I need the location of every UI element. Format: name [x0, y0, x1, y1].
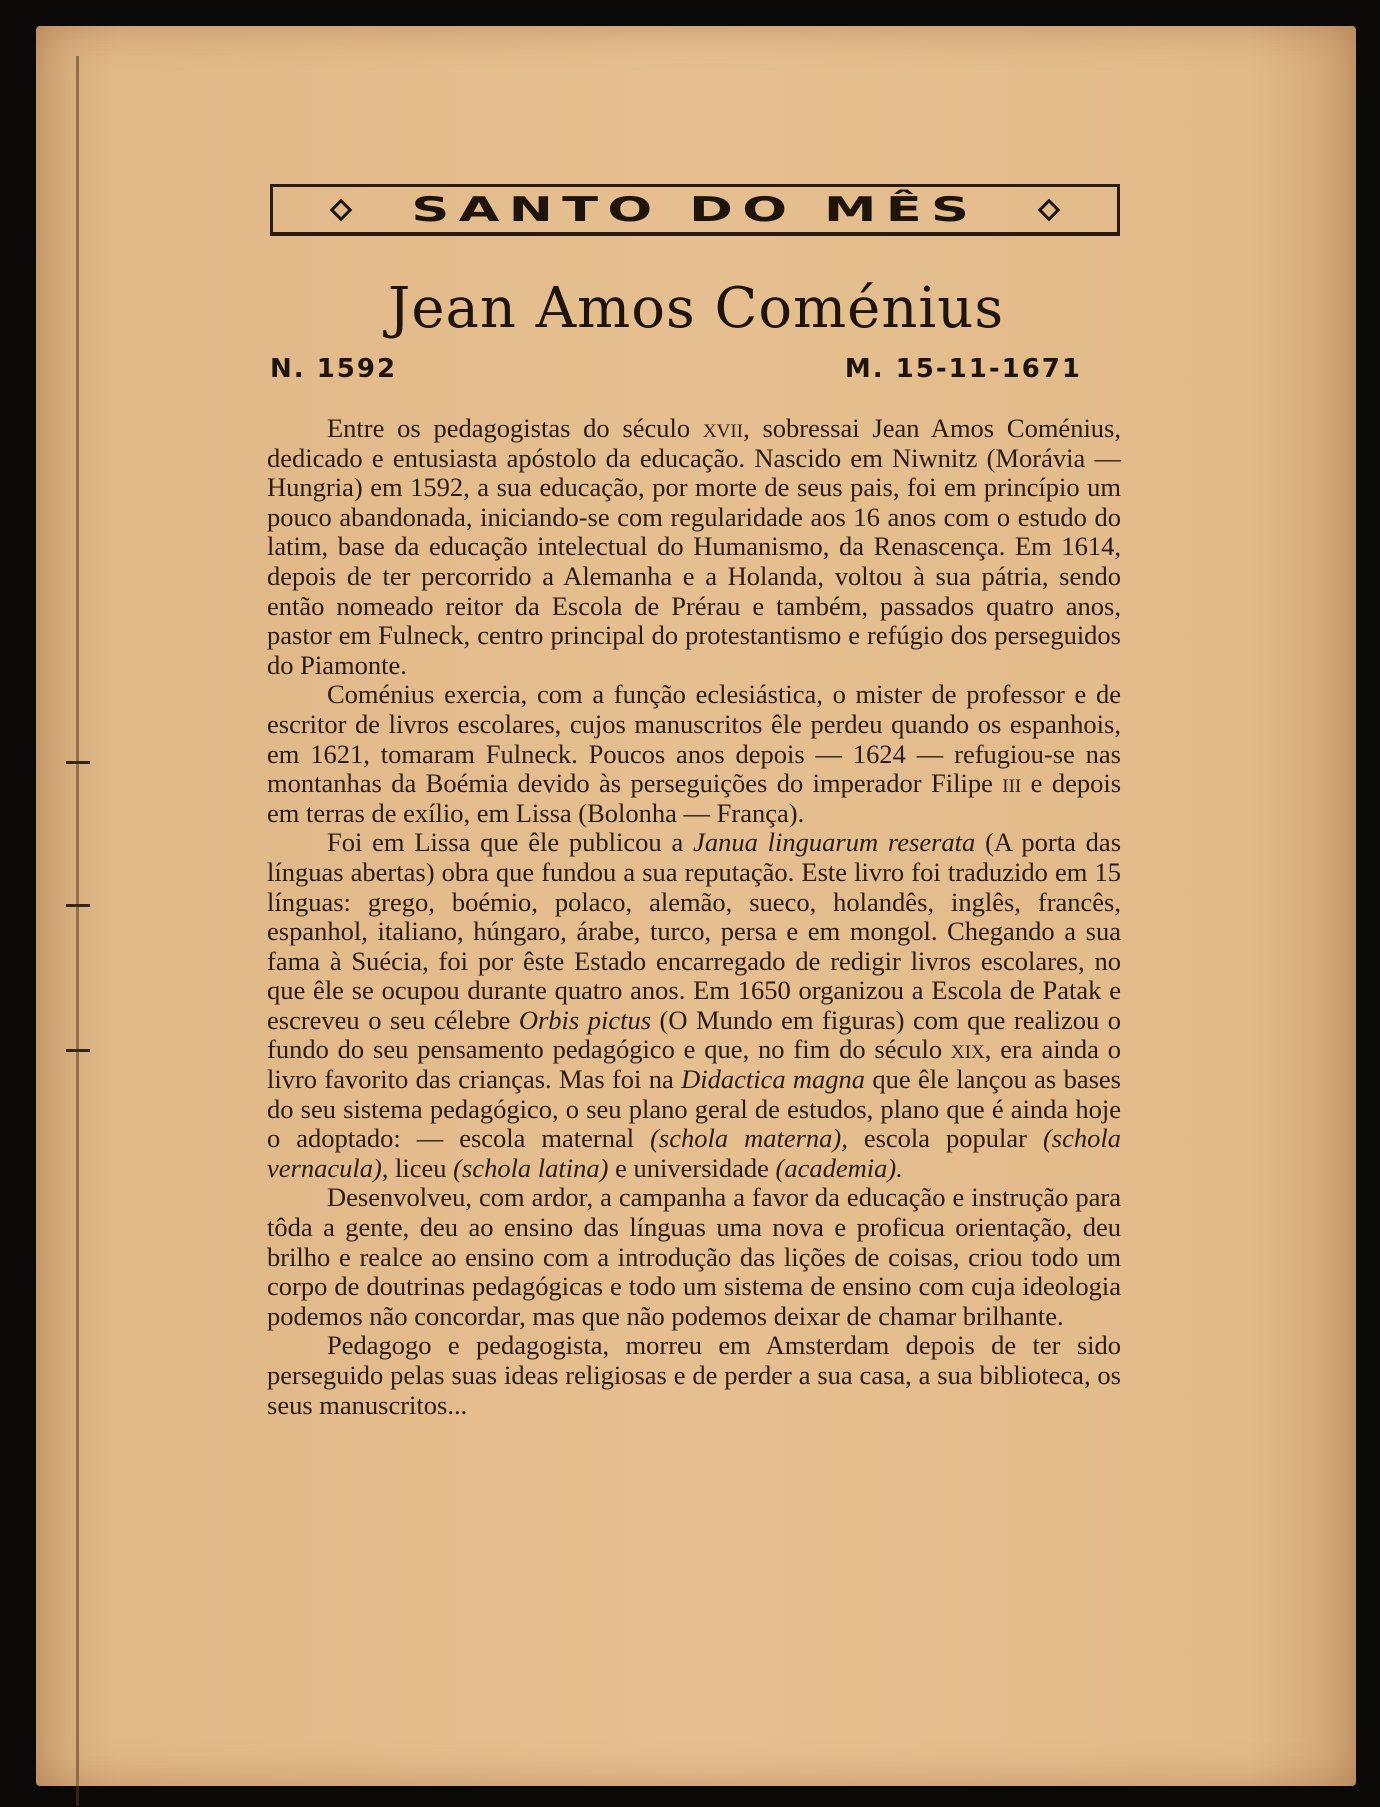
paragraph: Coménius exercia, com a função eclesiástica, o mister de professor e de escritor de livros escolares, cujos manuscritos êle perdeu quando os espanhois, em 1621, tomaram Fulneck. Poucos anos depois — 1624 — refugiou-se nas montanhas da Boémia devido às perseguições do imperador Filipe iii e depois em terras de exílio, em Lissa (Bolonha — França). — [267, 679, 1122, 828]
paragraph: Desenvolveu, com ardor, a campanha a favor da educação e instrução para tôda a gente, deu ao ensino das línguas uma nova e proficua orientação, deu brilho e realce ao ensino com a introdução das lições de coisas, criou todo um corpo de doutrinas pedagógicas e todo um sistema de ensino com cuja ideologia podemos não concordar, mas que não podemos deixar de chamar brilhante. — [267, 1182, 1121, 1331]
paragraph: Entre os pedagogistas do século xvii, sobressai Jean Amos Coménius, dedicado e entusiasta apóstolo da educação. Nascido em Niwnitz (Morávia — Hungria) em 1592, a sua educação, por morte de seus pais, foi em princípio um pouco abandonada, iniciando-se com regularidade aos 16 anos com o estudo do latim, base da educação intelectual do Humanismo, da Renascença. Em 1614, depois de ter percorrido a Alemanha e a Holanda, voltou à sua pátria, sendo então nomeado reitor da Escola de Prérau e também, passados quatro anos, pastor em Fulneck, centro principal do protestantismo e refúgio dos perseguidos do Piamonte. — [267, 413, 1121, 680]
book-page — [36, 26, 1356, 1786]
death-date: M. 15-11-1671 — [844, 354, 1082, 384]
binding-mark — [66, 904, 90, 907]
section-banner — [270, 184, 1120, 236]
article-body — [267, 414, 1121, 1420]
paragraph: Foi em Lissa que êle publicou a Janua linguarum reserata (A porta das línguas abertas) obra que fundou a sua reputação. Este livro foi traduzido em 15 línguas: grego, boémio, polaco, alemão, sueco, holandês, inglês, francês, espanhol, italiano, húngaro, árabe, turco, persa e em mongol. Chegando a sua fama à Suécia, foi por êste Estado encarregado de redigir livros escolares, no que êle se ocupou durante quatro anos. Em 1650 organizou a Escola de Patak e escreveu o seu célebre Orbis pictus (O Mundo em figuras) com que realizou o fundo do seu pensamento pedagógico e que, no fim do século xix, era ainda o livro favorito das crianças. Mas foi na Didactica magna que êle lançou as bases do seu sistema pedagógico, o seu plano geral de estudos, plano que é ainda hoje o adoptado: — escola maternal (schola materna), escola popular (schola vernacula), liceu (schola latina) e universidade (academia). — [267, 827, 1122, 1183]
paragraph: Pedagogo e pedagogista, morreu em Amsterdam depois de ter sido perseguido pelas suas ideas religiosas e de perder a sua casa, a sua biblioteca, os seus manuscritos... — [267, 1330, 1121, 1420]
birth-year: N. 1592 — [270, 354, 398, 384]
binding-mark — [66, 1049, 90, 1052]
binding-mark — [66, 761, 90, 764]
diamond-ornament-icon — [1038, 198, 1061, 221]
saint-name-heading: Jean Amos Coménius — [387, 276, 1005, 341]
diamond-ornament-icon — [330, 198, 353, 221]
banner-title: SANTO DO MÊS — [411, 189, 979, 230]
